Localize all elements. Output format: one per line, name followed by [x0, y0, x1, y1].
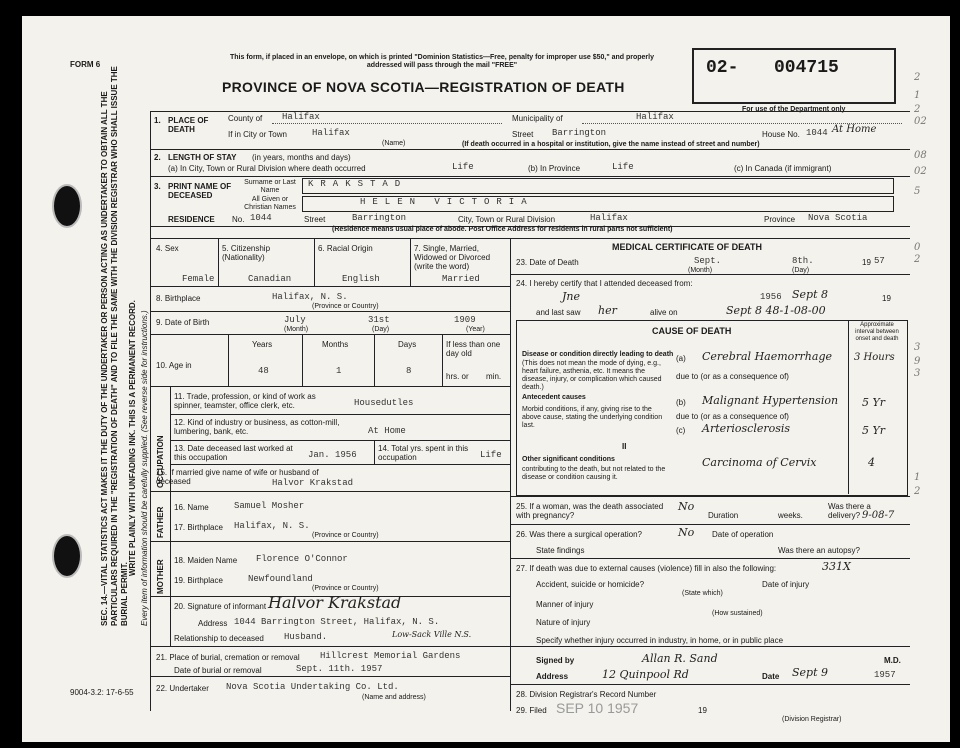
reg-prefix: 02-: [706, 58, 739, 78]
mother-birthplace: Newfoundland: [248, 574, 313, 584]
industry-value: At Home: [368, 426, 406, 436]
margin-code: 02: [914, 166, 927, 177]
cause-ii: Carcinoma of Cervix: [702, 456, 817, 469]
stay-province-value: Life: [612, 162, 634, 172]
age-days: 8: [406, 366, 412, 376]
side-statute: SEC. 14.—VITAL STATISTICS ACT MAKES IT THE DUTY OF THE UNDERTAKER OR PERSON ACTING AS UNDERTAKER TO OBTAIN ALL THE PARTICULARS REQUIRED IN THE "REGISTRATION OF DEATH" AND TO FILE THE SAME WITH THE DIVISION REGISTRAR WHO SHALL ISSUE THE BURIAL PERMIT.: [100, 66, 129, 626]
informant-address: 1044 Barrington Street, Halifax, N. S.: [234, 617, 440, 627]
burial-place: Hillcrest Memorial Gardens: [320, 651, 461, 661]
margin-code: 0: [914, 242, 921, 253]
marital-status-value: Married: [442, 274, 480, 284]
cause-b: Malignant Hypertension: [702, 394, 839, 407]
sex-value: Female: [182, 274, 215, 284]
mother-maiden-name: Florence O'Connor: [256, 554, 348, 564]
death-day: 8th.: [792, 256, 814, 266]
trade-value: Housedutles: [354, 398, 414, 408]
street-value: Barrington: [552, 128, 607, 138]
cause-c: Arteriosclerosis: [702, 422, 791, 435]
death-registration-form: FORM 6 This form, if placed in an envelope, on which is printed "Dominion Statistics—Free, penalty for improper use $50," and properly addressed will pass through the mail "FREE" PROVINCE OF NOVA SCOTIA—REGISTRATION OF DEATH 02- 004715 For use of the Department only SEC. 14.—VITAL STATISTICS ACT MAKES IT THE DUTY OF THE UNDERTAKER OR PERSON ACTING AS UNDERTAKER TO OBTAIN ALL THE PARTICULARS REQUIRED IN THE "REGISTRATION OF DEATH" AND TO FILE THE SAME WITH THE DIVISION REGISTRAR WHO SHALL ISSUE THE BURIAL PERMIT. WRITE PLAINLY WITH UNFADING INK. THIS IS A PERMANENT RECORD. Every item of information should be carefully supplied. (See reverse side for instructions.) 1. PLACE OF DEATH County of Halifax Municipality of Halifax If in City or Town Halifax (Name) Street Barrington House No. 1044 At Home (If death occurred in a hospital or institution, give the name instead of street and number) 2. LENGTH OF STAY (in years, months and days) (a) In City, Town or Rural Division where death occurred Life (b) In Province Life (c) In Canada (if immigrant) 3. PRINT NAME OF DECEASED Surname or Last Name All Given or Christian Names KRAKSTAD HELEN VICTORIA RESIDENCE No. 1044 Street Barrington City, Town or Rural Division Halifax Province Nova Scotia (Residence means usual place of abode. Post Office Address for residents in rural parts not sufficient) 4. Sex Female 5. Citizenship (Nationality) Canadian 6. Racial Origin English 7. Single, Married, Widowed or Divorced (write the word) Married 8. Birthplace Halifax, N. S. (Province or Country) 9. Date of Birth July (Month) 31st (Day) 1909 (Year) 10. Age in Years 48 Months 1 Days 8 If less than one day old hrs. or min. OCCUPATION 11. Trade, profession, or kind of work as spinner, teamster, office clerk, etc. Housedutles 12. Kind of industry or business, as cotton-mill, lumbering, bank, etc. At Home 13. Date deceased last worked at this occupation Jan. 1956 14. Total yrs. spent in this occupation Life 15. If married give name of wife or husband of deceased Halvor Krakstad FATHER 16. Name Samuel Mosher 17. Birthplace Halifax, N. S. (Province or Country) MOTHER 18. Maiden Name Florence O'Connor 19. Birthplace Newfoundland (Province or Country) 20. Signature of informant Halvor Krakstad Address 1044 Barrington Street, Halifax, N. S. Relationship to deceased Husband. Low-Sack Ville N.S. 21. Place of burial, cremation or removal Hillcrest Memorial Gardens Date of burial or removal Sept. 11th. 1957 22. Undertaker Nova Scotia Undertaking Co. Ltd. (Name and address) 9004-3.2: 17-6-55 MEDICAL CERTIFICATE OF DEATH 23. Date of Death Sept. (Month) 8th. (Day) 19 57 24. I hereby certify that I attended deceased from: Jne 1956 Sept 8 19 and last saw her alive on Sept 8 48-1-08-00 CAUSE OF DEATH Approximate interval between onset and death Disease or condition directly leading to death (This does not mean the mode of dying, e.g., heart failure, asthenia, etc. It means the disease, injury, or complication which caused death.) (a) Cerebral Haemorrhage 3 Hours due to (or as a consequence of) Antecedent causes Morbid conditions, if any, giving rise to the above cause, stating the underlying condition last. (b) Malignant Hypertension 5 Yr due to (or as a consequence of) (c) Arteriosclerosis 5 Yr II Other significant conditions contributing to the death, but not related to the disease or condition causing it. Carcinoma of Cervix 4 25. If a woman, was the death associated with pregnancy? No Duration weeks. Was there a delivery? 9-08-7 26. Was there a surgical operation? No Date of operation State findings Was there an autopsy? 27. If death was due to external causes (violence) fill in also the following: 331X Accident, suicide or homicide? (State which) Date of injury Manner of injury (How sustained) Nature of injury Specify whether injury occurred in industry, in home, or in public place Signed by Allan R. Sand M.D. Address 12 Quinpool Rd Date Sept 9 1957 28. Division Registrar's Record Number 29. Filed SEP 10 1957 19 (Division Registrar) 2 1 2 02 08 02 5 0 2 3 9 3 1 2: [22, 16, 950, 742]
filed-stamp: SEP 10 1957: [556, 700, 639, 716]
residence-city: Halifax: [590, 213, 628, 223]
undertaker-value: Nova Scotia Undertaking Co. Ltd.: [226, 682, 399, 692]
physician-signature: Allan R. Sand: [642, 652, 718, 665]
last-worked-value: Jan. 1956: [308, 450, 357, 460]
margin-code: 2: [914, 254, 921, 265]
margin-code: 2: [914, 72, 921, 83]
racial-origin-value: English: [342, 274, 380, 284]
margin-code: 02: [914, 116, 927, 127]
residence-no: 1044: [250, 213, 272, 223]
dob-year: 1909: [454, 315, 476, 325]
margin-code: 3: [914, 368, 921, 379]
margin-code: 1: [914, 90, 921, 101]
envelope-note: This form, if placed in an envelope, on which is printed "Dominion Statistics—Free, penalty for improper use $50," and properly addressed will pass through the mail "FREE": [230, 54, 654, 69]
side-write: WRITE PLAINLY WITH UNFADING INK. THIS IS A PERMANENT RECORD.: [128, 300, 137, 576]
death-year: 57: [874, 256, 885, 266]
age-years: 48: [258, 366, 269, 376]
municipality-value: Halifax: [636, 112, 674, 122]
dept-use-note: For use of the Department only: [742, 106, 846, 113]
length-of-stay-label: LENGTH OF STAY: [168, 153, 237, 162]
relationship-value: Husband.: [284, 632, 328, 642]
punch-hole: [52, 534, 82, 578]
county-value: Halifax: [282, 112, 320, 122]
given-name-value: HELEN VICTORIA: [360, 197, 534, 207]
form-title: PROVINCE OF NOVA SCOTIA—REGISTRATION OF DEATH: [222, 79, 625, 95]
margin-code: 9: [914, 356, 921, 367]
death-month: Sept.: [694, 256, 722, 266]
house-handwritten: At Home: [832, 124, 877, 135]
medical-certificate-title: MEDICAL CERTIFICATE OF DEATH: [612, 242, 762, 252]
house-value: 1044: [806, 128, 828, 138]
form-id: FORM 6: [70, 60, 101, 69]
margin-code: 5: [914, 186, 921, 197]
print-name-label: PRINT NAME OF DECEASED: [168, 182, 232, 200]
cause-a: Cerebral Haemorrhage: [702, 350, 832, 363]
birthplace-value: Halifax, N. S.: [272, 292, 348, 302]
spouse-value: Halvor Krakstad: [272, 478, 354, 488]
dob-month: July: [284, 315, 306, 325]
margin-code: 3: [914, 342, 921, 353]
margin-code: 08: [914, 150, 927, 161]
reg-number: 004715: [774, 58, 839, 78]
residence-province: Nova Scotia: [808, 213, 868, 223]
total-years-value: Life: [480, 450, 502, 460]
margin-code: 1: [914, 472, 921, 483]
relationship-handwritten: Low-Sack Ville N.S.: [392, 630, 472, 639]
stay-city-value: Life: [452, 162, 474, 172]
city-value: Halifax: [312, 128, 350, 138]
residence-street: Barrington: [352, 213, 407, 223]
father-name: Samuel Mosher: [234, 501, 305, 511]
margin-code: 2: [914, 486, 921, 497]
place-of-death-label: PLACE OF DEATH: [168, 116, 209, 134]
dob-day: 31st: [368, 315, 390, 325]
age-months: 1: [336, 366, 342, 376]
father-birthplace: Halifax, N. S.: [234, 521, 310, 531]
side-info: Every item of information should be carefully supplied. (See reverse side for instructions.): [140, 310, 149, 626]
informant-signature: Halvor Krakstad: [268, 593, 402, 612]
burial-date: Sept. 11th. 1957: [296, 664, 383, 674]
footer-code: 9004-3.2: 17-6-55: [70, 688, 134, 697]
citizenship-value: Canadian: [248, 274, 292, 284]
punch-hole: [52, 184, 82, 228]
margin-code: 2: [914, 104, 921, 115]
surname-value: KRAKSTAD: [308, 179, 408, 189]
